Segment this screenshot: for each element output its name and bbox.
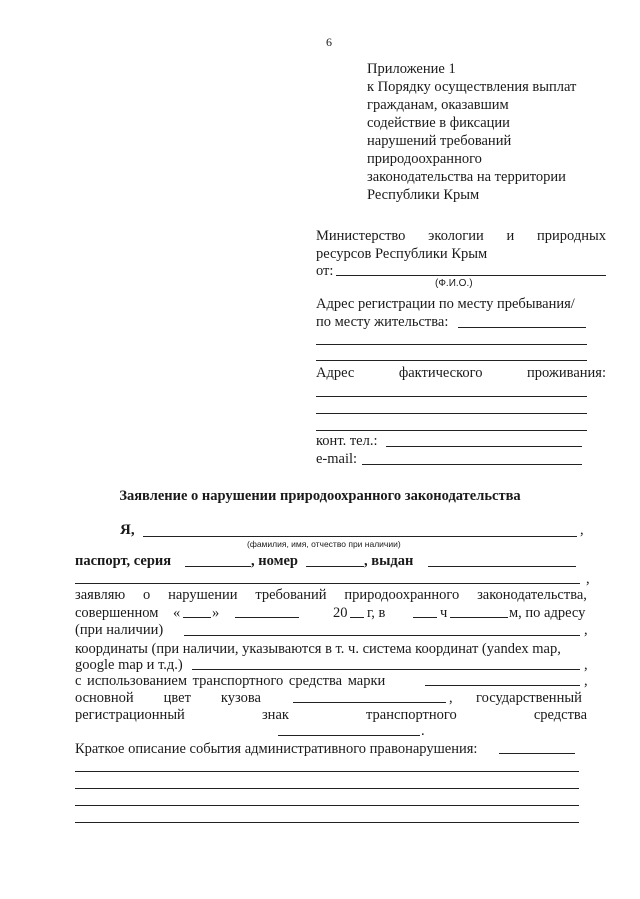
line-end-comma: , — [584, 657, 588, 673]
actual-address-field-1[interactable] — [316, 396, 587, 397]
reg-address-label-2: по месту жительства: — [316, 314, 449, 330]
declare-word: нарушении — [168, 587, 238, 603]
appendix-line: Приложение 1 — [367, 61, 456, 77]
addressee-word: природных — [537, 228, 606, 244]
reg-word: знак — [261, 707, 289, 723]
color-word: основной — [75, 690, 134, 706]
period: . — [421, 723, 425, 739]
addressee-word: экологии — [428, 228, 484, 244]
appendix-line: к Порядку осуществления выплат — [367, 79, 577, 95]
reg-plate-label — [75, 706, 587, 724]
year-prefix: 20 — [333, 605, 348, 621]
actual-address-field-2[interactable] — [316, 413, 587, 414]
description-field-5[interactable] — [75, 822, 579, 823]
if-any-label: (при наличии) — [75, 622, 164, 638]
reg-plate-field[interactable] — [278, 735, 420, 736]
fio-caption: (Ф.И.О.) — [435, 278, 473, 289]
description-field-2[interactable] — [75, 771, 579, 772]
reg-word: регистрационный — [75, 707, 185, 723]
appendix-line: гражданам, оказавшим — [367, 97, 509, 113]
month-field[interactable] — [235, 617, 299, 618]
coords-label-2: google map и т.д.) — [75, 657, 183, 673]
appendix-block — [367, 60, 617, 204]
passport-issued-label: , выдан — [364, 553, 414, 569]
quote-close: » — [212, 605, 220, 621]
address-field[interactable] — [184, 635, 580, 636]
passport-number-field[interactable] — [306, 566, 364, 567]
committed-label: совершенном — [75, 605, 159, 621]
fullname-caption: (фамилия, имя, отчество при наличии) — [247, 539, 401, 549]
addressee-line-1 — [316, 227, 606, 245]
declare-word: законодательства, — [477, 587, 587, 603]
passport-issued-field-2[interactable] — [75, 583, 580, 584]
color-label — [75, 689, 261, 707]
reg-word: транспортного — [366, 707, 457, 723]
actual-address-word: проживания: — [526, 365, 606, 381]
addressee-word: и — [506, 228, 515, 244]
reg-address-label-1: Адрес регистрации по месту пребывания/ — [316, 296, 575, 312]
document-title: Заявление о нарушении природоохранного законодательства — [119, 488, 521, 504]
declare-word: о — [143, 587, 151, 603]
reg-word: средства — [533, 707, 587, 723]
description-field-3[interactable] — [75, 788, 579, 789]
hour-field[interactable] — [413, 617, 437, 618]
color-word: кузова — [220, 690, 261, 706]
appendix-line: Республики Крым — [367, 187, 480, 203]
passport-series-field[interactable] — [185, 566, 251, 567]
declare-word: требований — [255, 587, 327, 603]
addressee-block — [316, 227, 606, 263]
fullname-field[interactable] — [143, 536, 577, 537]
line-end-comma: , — [584, 622, 588, 638]
line-end-comma: , — [584, 673, 588, 689]
appendix-line: природоохранного — [367, 151, 482, 167]
line-end-comma: , — [586, 571, 590, 587]
description-field-1[interactable] — [499, 753, 575, 754]
passport-series-label: паспорт, серия — [75, 553, 172, 569]
from-label: от: — [316, 263, 334, 279]
declare-line — [75, 586, 587, 604]
addressee-line-2: ресурсов Республики Крым — [316, 246, 488, 262]
actual-address-label — [316, 364, 606, 382]
phone-field[interactable] — [386, 446, 582, 447]
reg-address-field-1[interactable] — [458, 327, 586, 328]
minute-suffix: м, по адресу — [509, 605, 586, 621]
ya-label: Я, — [120, 522, 135, 538]
actual-address-word: Адрес — [316, 365, 355, 381]
quote-open: « — [173, 605, 181, 621]
state-label: государственный — [476, 690, 582, 706]
description-field-4[interactable] — [75, 805, 579, 806]
day-field[interactable] — [183, 617, 211, 618]
passport-number-label: , номер — [251, 553, 298, 569]
color-field[interactable] — [293, 702, 446, 703]
appendix-line: нарушений требований — [367, 133, 512, 149]
declare-word: природоохранного — [344, 587, 460, 603]
vehicle-label: с использованием транспортного средства марки — [75, 673, 386, 689]
page-number: 6 — [326, 35, 332, 49]
declare-word: заявляю — [75, 587, 126, 603]
reg-address-field-2[interactable] — [316, 344, 587, 345]
color-word: цвет — [163, 690, 191, 706]
actual-address-word: фактического — [398, 365, 483, 381]
vehicle-brand-field[interactable] — [425, 685, 580, 686]
appendix-line: содействие в фиксации — [367, 115, 510, 131]
email-label: e-mail: — [316, 451, 358, 467]
addressee-word: Министерство — [316, 228, 406, 244]
actual-address-field-3[interactable] — [316, 430, 587, 431]
minute-field[interactable] — [450, 617, 508, 618]
email-field[interactable] — [362, 464, 582, 465]
coords-field[interactable] — [192, 669, 580, 670]
appendix-line: законодательства на территории — [367, 169, 566, 185]
coords-label-1: координаты (при наличии, указываются в т. ч. система координат (yandex map, — [75, 641, 561, 657]
hour-suffix: ч — [440, 605, 448, 621]
passport-issued-field[interactable] — [428, 566, 576, 567]
line-end-comma: , — [580, 522, 584, 538]
year-suffix: г, в — [367, 605, 386, 621]
description-label: Краткое описание события административного правонарушения: — [75, 741, 478, 757]
year-field[interactable] — [350, 617, 364, 618]
from-field[interactable] — [336, 275, 606, 276]
reg-address-field-3[interactable] — [316, 360, 587, 361]
line-end-comma: , — [449, 690, 453, 706]
phone-label: конт. тел.: — [316, 433, 378, 449]
